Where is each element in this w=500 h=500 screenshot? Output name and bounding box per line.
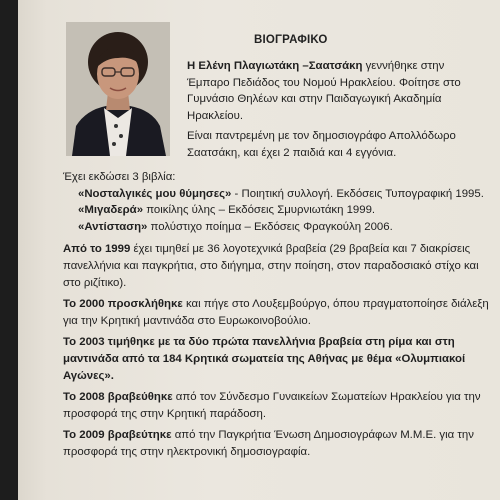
paragraph-2003 xyxy=(63,334,491,384)
paragraph-2008 xyxy=(63,389,491,422)
book-title: «Νοσταλγικές μου θύμησες» xyxy=(78,187,232,200)
intro-section xyxy=(187,58,489,166)
paragraph-2000-lead: Το 2000 προσκλήθηκε xyxy=(63,298,183,311)
paragraph-2008-lead: Το 2008 βραβεύθηκε xyxy=(63,391,173,404)
author-name: Η Ελένη Πλαγιωτάκη –Σαατσάκη xyxy=(187,60,363,72)
page-heading: ΒΙΟΓΡΑΦΙΚΟ xyxy=(254,34,328,46)
paragraph-2000-text: και πήγε στο Λουξεμβούργο, όπου πραγματοποίησε διάλεξη για την Κρητική μαντινάδα στο Ευρωκοινοβούλιο. xyxy=(63,298,489,327)
book-details: - Ποιητική συλλογή. Εκδόσεις Τυπογραφική 1995. xyxy=(231,187,484,200)
paragraph-1999-text: έχει τιμηθεί με 36 λογοτεχνικά βραβεία (29 βραβεία και 7 διακρίσεις πανελλήνια και παγκρήτια, στο διήγημα, στην ποίηση, στον παραδοσιακό στίχο και στο ριζίτικο). xyxy=(63,243,479,289)
book-item xyxy=(63,186,491,203)
book-title: «Αντίσταση» xyxy=(78,220,148,233)
intro-paragraph-2: Είναι παντρεμένη με τον δημοσιογράφο Απολλόδωρο Σαατσάκη, και έχει 2 παιδιά και 4 εγγόνια. xyxy=(187,130,456,159)
paragraph-1999 xyxy=(63,241,491,291)
paragraph-2008-text: από τον Σύνδεσμο Γυναικείων Σωματείων Ηρακλείου για την προσφορά της στην Κρητική παράδοση. xyxy=(63,391,481,420)
book-details: πολύστιχο ποίημα – Εκδόσεις Φραγκούλη 2006. xyxy=(147,220,393,233)
intro-paragraph-1 xyxy=(187,58,489,124)
paragraph-2000 xyxy=(63,296,491,329)
paragraph-2009 xyxy=(63,427,491,460)
paragraph-2009-lead: Το 2009 βραβεύτηκε xyxy=(63,429,172,442)
books-intro: Έχει εκδώσει 3 βιβλία: xyxy=(63,171,176,183)
book-details: ποικίλης ύλης – Εκδόσεις Σμυρνιωτάκη 1999. xyxy=(143,204,376,217)
book-item xyxy=(63,219,491,236)
book-page xyxy=(18,0,500,500)
paragraph-2003-text: Το 2003 τιμήθηκε με τα δύο πρώτα πανελλήνια βραβεία στη ρίμα και στη μαντινάδα από τα 184 Κρητικά σωματεία της Αθήνας με θέμα «Ολυμπιακοί Αγώνες». xyxy=(63,336,466,382)
paragraph-2009-text: από την Παγκρήτια Ένωση Δημοσιογράφων Μ.Μ.Ε. για την προσφορά της στην ηλεκτρονική δημοσιογραφία. xyxy=(63,429,474,458)
paragraph-1999-lead: Από το 1999 xyxy=(63,243,131,256)
books-list xyxy=(63,186,491,236)
book-title: «Μιγαδερά» xyxy=(78,204,144,217)
book-item xyxy=(63,202,491,219)
author-portrait-photo xyxy=(66,22,170,156)
biography-body xyxy=(63,169,491,466)
intro-paragraph-1-text: γεννήθηκε στην Έμπαρο Πεδιάδος του Νομού Ηρακλείου. Φοίτησε στο Γυμνάσιο Θηλέων και στην Παιδαγωγική Ακαδημία Ηρακλείου. xyxy=(187,60,461,122)
